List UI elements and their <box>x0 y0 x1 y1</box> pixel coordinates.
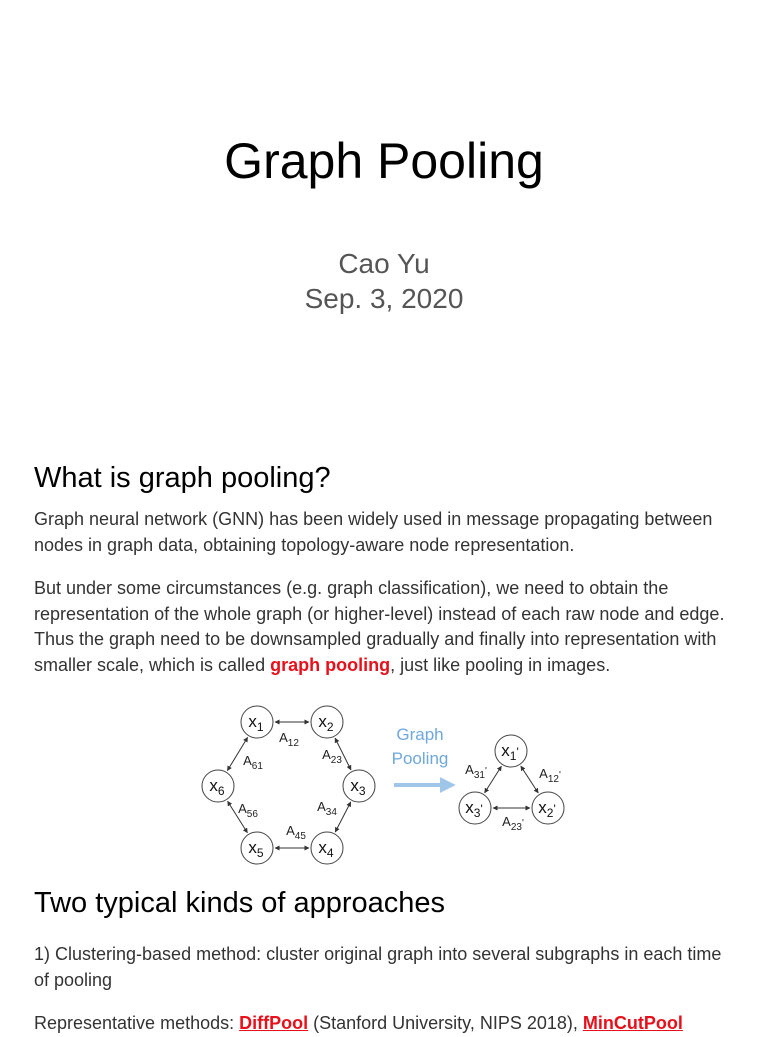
left-node-3-label: $x_3$ <box>350 776 366 798</box>
pooling-explanation-paragraph <box>34 576 734 679</box>
right-edge-31 <box>485 766 502 793</box>
graph-nodes <box>202 706 564 864</box>
pooling-arrow-label-line2: Pooling <box>391 749 449 768</box>
section-heading-two-approaches: Two typical kinds of approaches <box>34 887 446 919</box>
pooling-explanation-tail: , just like pooling in images. <box>390 655 611 676</box>
right-node-3-label: $x_3'$ <box>465 798 483 820</box>
presentation-date: Sep. 3, 2020 <box>304 283 464 314</box>
left-edge-label-2: $A_{23}$ <box>322 747 342 766</box>
left-node-1-label: $x_1$ <box>248 712 264 734</box>
diffpool-link[interactable]: DiffPool <box>239 1013 309 1033</box>
left-edge-label-5: $A_{56}$ <box>238 801 258 820</box>
right-edge-label-3: $A_{31}'$ <box>465 762 487 781</box>
graph-pooling-diagram <box>196 700 576 870</box>
representative-methods-prefix: Representative methods: <box>34 1013 240 1033</box>
left-node-6-label: $x_6$ <box>209 776 225 798</box>
gnn-intro-paragraph: Graph neural network (GNN) has been widely used in message propagating between nodes in graph data, obtaining topology-aware node representation. <box>34 509 713 555</box>
diffpool-note: (Stanford University, NIPS 2018), <box>308 1013 583 1033</box>
mincutpool-link[interactable]: MinCutPool <box>582 1013 683 1033</box>
clustering-method-paragraph: 1) Clustering-based method: cluster original graph into several subgraphs in each time of pooling <box>34 944 722 990</box>
author-name: Cao Yu <box>338 248 430 279</box>
left-edge-3 <box>335 802 350 832</box>
slide-title: Graph Pooling <box>224 133 544 189</box>
pooling-explanation-text: But under some circumstances (e.g. graph classification), we need to obtain the representation of the whole graph (or higher-level) instead of each raw node and edge. Thus the graph need to be downsampled gradually and finally into representation with smaller scale, which is called <box>34 578 725 676</box>
right-node-1-label: $x_1'$ <box>501 741 519 763</box>
right-edge-12 <box>521 766 538 793</box>
right-node-2-label: $x_2'$ <box>538 798 556 820</box>
section-heading-what-is-graph-pooling: What is graph pooling? <box>34 462 331 494</box>
left-edge-label-1: $A_{12}$ <box>279 730 299 749</box>
left-edge-label-6: $A_{61}$ <box>243 753 263 772</box>
left-edge-label-3: $A_{34}$ <box>317 799 337 818</box>
left-node-5-label: $x_5$ <box>248 838 264 860</box>
left-node-4-label: $x_4$ <box>318 838 334 860</box>
pooling-arrow-label-line1: Graph <box>396 725 444 744</box>
graph-edges <box>227 722 538 848</box>
right-edge-label-1: $A_{12}'$ <box>539 766 561 785</box>
right-edge-label-2: $A_{23}'$ <box>502 814 524 833</box>
graph-pooling-highlight: graph pooling <box>270 655 391 676</box>
left-node-2-label: $x_2$ <box>318 712 334 734</box>
left-edge-label-4: $A_{45}$ <box>286 823 306 842</box>
